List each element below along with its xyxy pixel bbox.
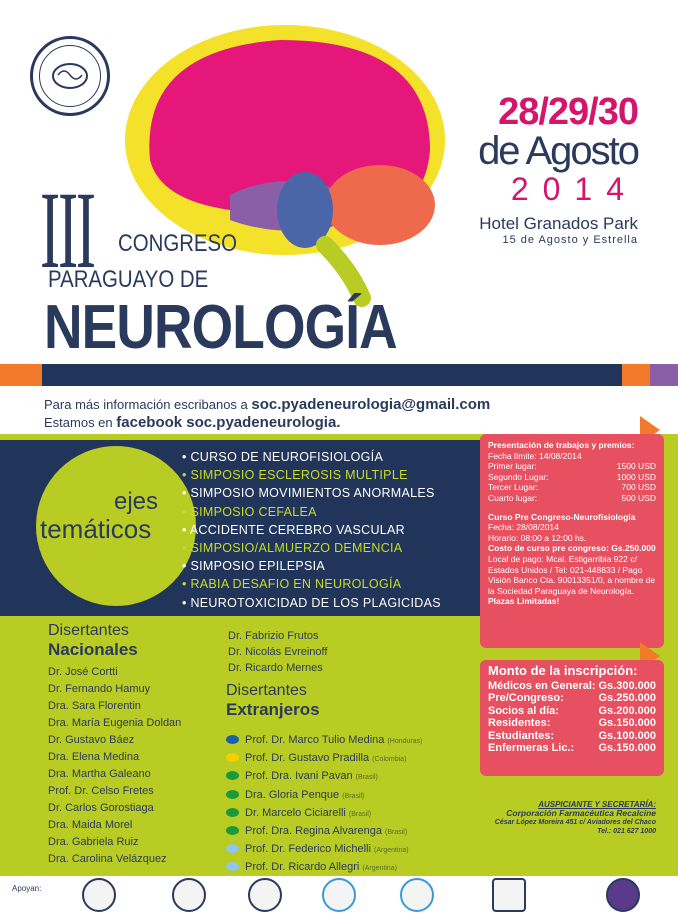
- fee-label: Socios al día:: [488, 704, 559, 717]
- nacionales-list-2: [228, 628, 327, 676]
- speaker-name: Dr. José Cortti: [48, 666, 118, 678]
- supporter-logo-2-icon: [172, 878, 206, 912]
- tematicos-label: temáticos: [40, 514, 152, 544]
- society-logo: [30, 36, 110, 116]
- nacionales-h2: Nacionales: [48, 640, 138, 659]
- speaker-name: Prof. Dr. Celso Fretes: [48, 785, 154, 797]
- sponsor-block: [495, 800, 656, 836]
- roman-numeral: III: [40, 169, 94, 291]
- fee-row: [488, 742, 656, 755]
- speaker-country: (Brasil): [348, 810, 372, 818]
- speaker-name: Prof. Dra. Regina Alvarenga: [245, 825, 386, 838]
- flag-icon: [226, 808, 239, 817]
- topic-item: • SIMPOSIO CEFALEA: [182, 503, 441, 521]
- speaker-country: (Colombia): [372, 756, 407, 764]
- speaker-country: (Brasil): [385, 829, 408, 837]
- course-cost: Costo de curso pre congreso: Gs.250.000: [488, 543, 656, 554]
- flag-icon: [226, 735, 239, 744]
- fee-label: Enfermeras Lic.:: [488, 742, 575, 754]
- speaker-name: Dr. Fernando Hamuy: [48, 683, 151, 695]
- date-month: de Agosto: [478, 129, 638, 173]
- fee-value: Gs.100.000: [598, 729, 656, 742]
- prize-label: Segundo Lugar:: [488, 471, 549, 482]
- speaker-name: Prof. Dr. Ricardo Allegri: [245, 861, 363, 874]
- speaker-name: Dra. Gloria Penque: [245, 788, 343, 801]
- supporter-logo-6-icon: [492, 878, 526, 912]
- sponsor-phone: Tel.: 021 627 1000: [597, 828, 656, 835]
- speaker-country: (Argentina): [373, 847, 409, 855]
- date-year: 2014: [510, 171, 638, 207]
- contact-info: [44, 396, 490, 432]
- speaker-name: Dra. Carolina Velázquez: [48, 853, 167, 865]
- title-congreso: CONGRESO: [118, 230, 238, 257]
- prize-value: 1500 USD: [616, 461, 656, 472]
- fee-row: [488, 717, 656, 730]
- speaker-name: Dra. Elena Medina: [48, 751, 140, 763]
- fee-label: Pre/Congreso:: [488, 692, 564, 704]
- topic-item: • RABIA DESAFIO EN NEUROLOGÍA: [182, 575, 441, 593]
- fee-value: Gs.250.000: [598, 692, 656, 704]
- extranjeros-heading: [226, 682, 320, 720]
- speaker-name: Prof. Dr. Federico Michelli: [245, 843, 374, 856]
- date-days: 28/29/30: [498, 91, 638, 133]
- fee-row: [488, 680, 656, 693]
- prize-label: Primer lugar:: [488, 461, 537, 472]
- topic-item: • SIMPOSIO EPILEPSIA: [182, 557, 441, 575]
- brain-seal-icon: [39, 45, 101, 107]
- fees-panel: [480, 660, 664, 776]
- sponsor-name: Corporación Farmacéutica Recalcine: [506, 808, 656, 818]
- prizes-panel: [480, 434, 664, 648]
- supporter-logo-4-icon: [322, 878, 356, 912]
- fee-label: Residentes:: [488, 717, 551, 729]
- speaker-name: Dr. Marcelo Ciciarelli: [245, 806, 349, 819]
- email-link[interactable]: soc.pyadeneurologia@gmail.com: [251, 396, 491, 413]
- course-time: Horario: 08:00 a 12:00 hs.: [488, 532, 587, 543]
- fee-rows: [488, 680, 656, 755]
- topic-item: • SIMPOSIO/ALMUERZO DEMENCIA: [182, 539, 441, 557]
- foreign-speaker: [226, 732, 422, 750]
- supporter-logo-5-icon: [400, 878, 434, 912]
- speaker-name: Prof. Dr. Gustavo Pradilla: [245, 752, 373, 765]
- speaker-country: (Argentina): [362, 865, 398, 873]
- speaker-name: Dr. Gustavo Báez: [48, 734, 135, 746]
- prize-row: [488, 493, 656, 504]
- venue: Hotel Granados Park: [479, 214, 638, 233]
- prize-value: 500 USD: [621, 492, 656, 503]
- fee-row: [488, 692, 656, 705]
- topic-item: • NEUROTOXICIDAD DE LOS PLAGICIDAS: [182, 594, 441, 612]
- speaker-name: Dr. Nicolás Evreinoff: [228, 646, 328, 658]
- speaker-country: (Honduras): [387, 738, 423, 745]
- foreign-speaker: [226, 750, 422, 768]
- speaker-name: Dra. Sara Florentin: [48, 700, 141, 712]
- nacionales-list: [48, 664, 181, 868]
- topic-item: • SIMPOSIO MOVIMIENTOS ANORMALES: [182, 484, 441, 502]
- fee-row: [488, 730, 656, 743]
- prize-rows: [488, 461, 656, 503]
- limited-seats: Plazas Limitadas!: [488, 596, 560, 607]
- foreign-speaker: [226, 859, 422, 877]
- info-text-1: Para más información escribanos a: [44, 397, 252, 412]
- fee-label: Estudiantes:: [488, 729, 555, 742]
- flag-icon: [226, 862, 239, 871]
- apoyan-label: Apoyan:: [12, 884, 42, 893]
- title-neurologia: NEUROLOGÍA: [44, 293, 397, 362]
- info-text-2: Estamos en: [44, 415, 117, 430]
- prizes-deadline: Fecha límite: 14/08/2014: [488, 450, 582, 461]
- fee-value: Gs.150.000: [598, 742, 656, 754]
- extranjeros-list: [226, 732, 422, 878]
- fee-value: Gs.200.000: [598, 704, 656, 717]
- extranjeros-h1: Disertantes: [226, 682, 307, 699]
- speaker-country: (Brasil): [342, 792, 365, 800]
- venue-address: 15 de Agosto y Estrella: [502, 234, 638, 246]
- prizes-title: Presentación de trabajos y premios:: [488, 440, 635, 450]
- flag-icon: [226, 753, 239, 762]
- flag-icon: [226, 790, 239, 799]
- topics-list: [182, 448, 441, 612]
- facebook-link[interactable]: facebook soc.pyadeneurologia.: [116, 414, 341, 431]
- foreign-speaker: [226, 805, 422, 823]
- title-paraguayo: PARAGUAYO DE: [48, 266, 209, 293]
- topic-item: • ACCIDENTE CEREBRO VASCULAR: [182, 521, 441, 539]
- prize-value: 700 USD: [621, 482, 656, 493]
- foreign-speaker: [226, 823, 422, 841]
- topic-item: • CURSO DE NEUROFISIOLOGÍA: [182, 448, 441, 466]
- flag-icon: [226, 844, 239, 853]
- foreign-speaker: [226, 787, 422, 805]
- speaker-name: Dra. Martha Galeano: [48, 768, 151, 780]
- speaker-name: Dr. Carlos Gorostiaga: [48, 802, 154, 814]
- speaker-name: Prof. Dr. Marco Tulio Medina: [245, 734, 388, 746]
- fee-value: Gs.150.000: [598, 717, 656, 729]
- extranjeros-h2: Extranjeros: [226, 700, 320, 719]
- speaker-name: Dra. Gabriela Ruiz: [48, 836, 139, 848]
- speaker-name: Dr. Fabrizio Frutos: [228, 630, 319, 642]
- fees-title: Monto de la inscripción:: [488, 663, 638, 678]
- prize-label: Tercer Lugar:: [488, 482, 539, 493]
- sponsor-title: AUSPICIANTE Y SECRETARÍA:: [538, 800, 656, 809]
- nacionales-h1: Disertantes: [48, 622, 129, 639]
- flag-icon: [226, 771, 239, 780]
- event-dates: [478, 92, 638, 246]
- fee-value: Gs.300.000: [598, 679, 656, 692]
- course-place: Local de pago: Mcal. Estigarribia 922 c/ Estados Unidos / Tel: 021-448833 / Pago Visión Banco Cta. 90013351/0, a nombre de la Sociedad Paraguaya de Neurología.: [488, 553, 656, 596]
- prize-row: [488, 461, 656, 472]
- ejes-label: ejes: [114, 488, 159, 515]
- color-stripe: [0, 364, 678, 386]
- course-date: Fecha: 28/08/2014: [488, 522, 559, 533]
- topic-item: • SIMPOSIO ESCLEROSIS MULTIPLE: [182, 466, 441, 484]
- fee-label: Médicos en General:: [488, 679, 596, 692]
- nacionales-heading: [48, 622, 138, 660]
- speaker-name: Dr. Ricardo Mernes: [228, 662, 323, 674]
- prize-label: Cuarto lugar:: [488, 492, 538, 503]
- sponsor-address: César López Moreira 451 c/ Aviadores del Chaco: [494, 819, 656, 826]
- supporter-logo-7-icon: [606, 878, 640, 912]
- supporter-logo-3-icon: [248, 878, 282, 912]
- speaker-name: Prof. Dra. Ivani Pavan: [245, 770, 356, 783]
- prize-row: [488, 472, 656, 483]
- speaker-country: (Brasil): [355, 774, 378, 782]
- foreign-speaker: [226, 841, 422, 859]
- speaker-name: Dra. María Eugenia Doldan: [48, 717, 182, 729]
- prize-row: [488, 482, 656, 493]
- flag-icon: [226, 826, 239, 835]
- prize-value: 1000 USD: [616, 471, 656, 482]
- fee-row: [488, 705, 656, 718]
- supporter-logo-1-icon: [82, 878, 116, 912]
- speaker-name: Dra. Maida Morel: [48, 819, 133, 831]
- foreign-speaker: [226, 768, 422, 786]
- course-title: Curso Pre Congreso-Neurofisiología: [488, 511, 636, 522]
